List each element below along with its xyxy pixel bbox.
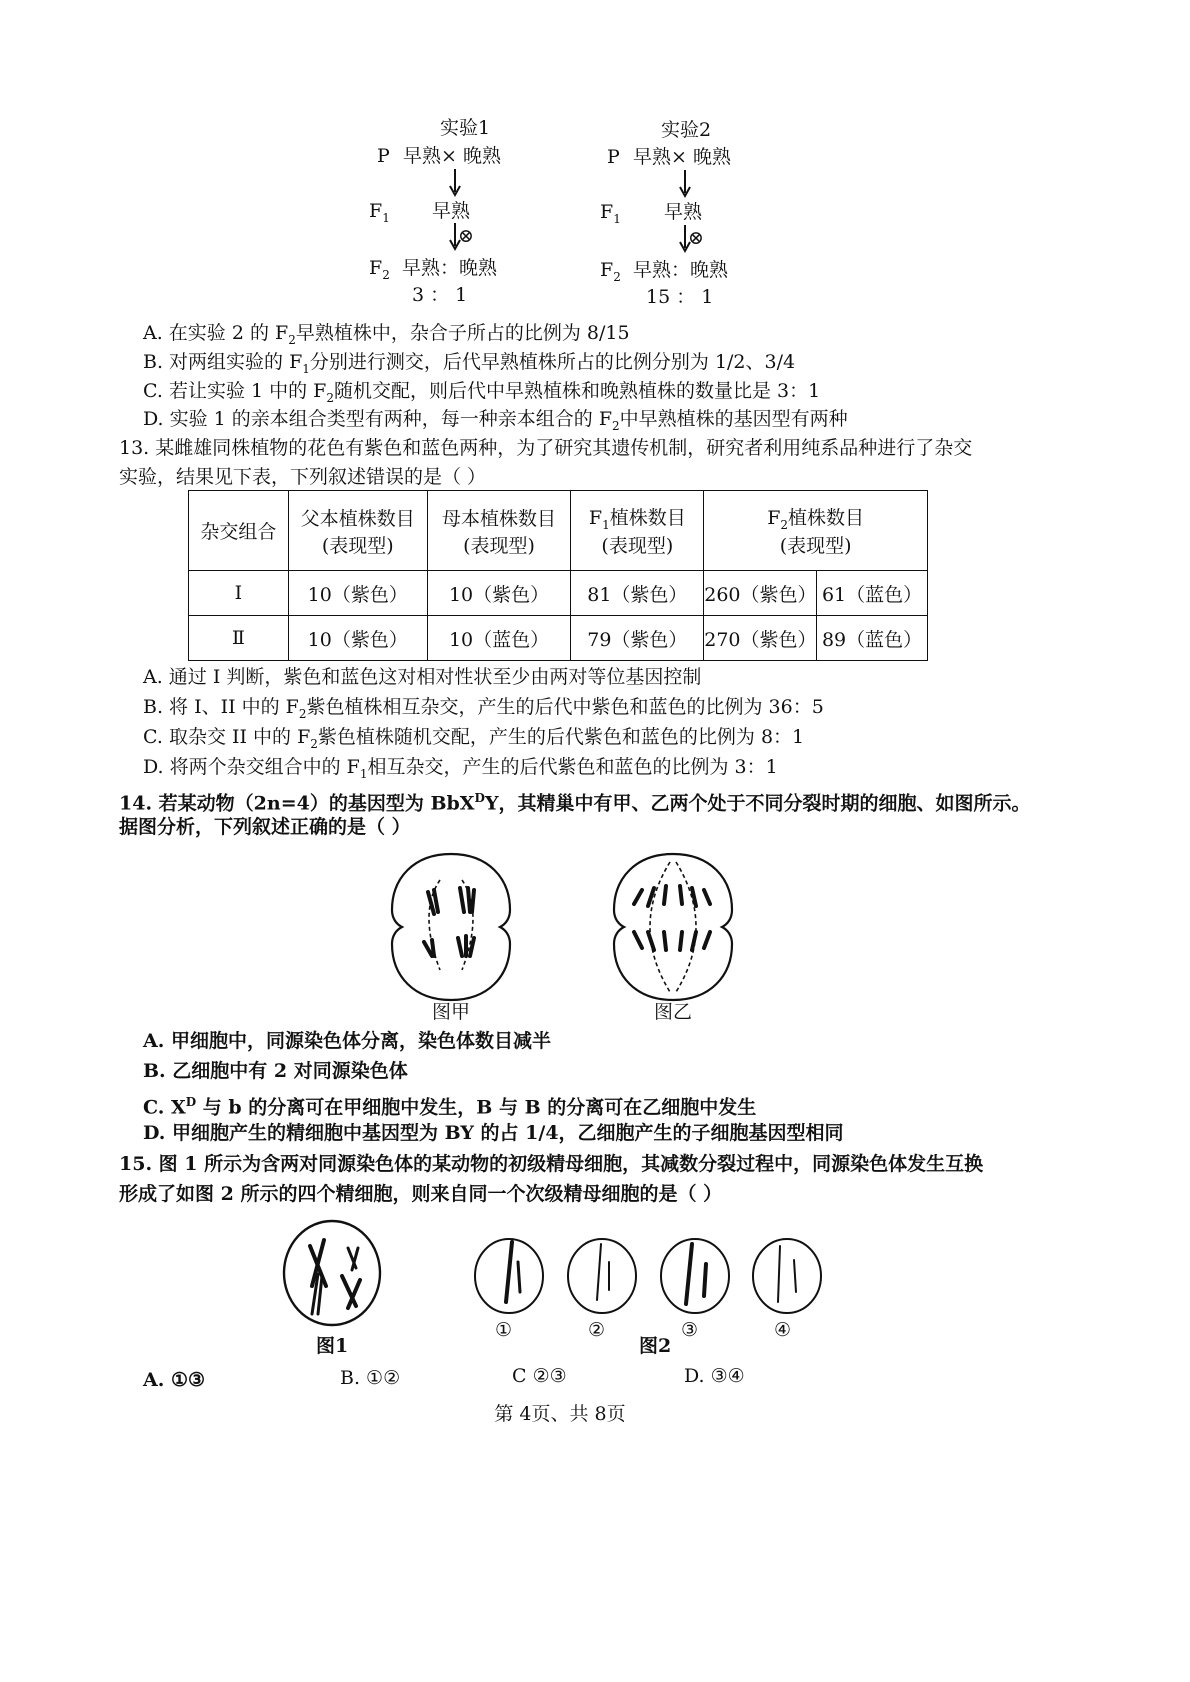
fig2-label: 图2 — [639, 1335, 672, 1357]
q14-option-d: D. 甲细胞产生的精细胞中基因型为 BY 的占 1/4，乙细胞产生的子细胞基因型相同 — [143, 1122, 844, 1144]
q15-option-b: B. ①② — [340, 1367, 401, 1389]
q13-data-table — [188, 490, 928, 661]
q14-option-b: B. 乙细胞中有 2 对同源染色体 — [143, 1060, 408, 1082]
fig-jia-label: 图甲 — [432, 1001, 471, 1023]
q14-stem-line-2: 据图分析，下列叙述正确的是（ ） — [119, 816, 411, 838]
experiment-2-f2-value: 早熟：晚熟 — [633, 259, 729, 281]
header-f1: $F_1$植株数目 (表现型) — [571, 491, 704, 571]
q13-option-b: B. 将 I、II 中的 $F_2$紫色植株相互杂交，产生的后代中紫色和蓝色的比例为 36：5 — [143, 696, 824, 721]
experiment-2-ratio: 15 ： 1 — [646, 286, 714, 308]
fig1-label: 图1 — [316, 1335, 349, 1357]
q12-option-d: D. 实验 1 的亲本组合类型有两种，每一种亲本组合的 $F_2$中早熟植株的基因型有两种 — [143, 408, 848, 433]
cell-yi-figure — [610, 852, 736, 1002]
fig-yi-label: 图乙 — [654, 1001, 693, 1023]
cell-4-label: ④ — [774, 1319, 792, 1341]
experiment-1-f1-value: 早熟 — [432, 200, 471, 222]
row-father: 10（紫色） — [288, 571, 427, 616]
row-f1: 81（紫色） — [571, 571, 704, 616]
q12-option-a: A. 在实验 2 的 $F_2$早熟植株中，杂合子所占的比例为 8/15 — [143, 322, 630, 347]
row-f2-purple: 260（紫色） — [704, 571, 817, 616]
experiment-2-title: 实验2 — [660, 119, 712, 141]
row-combo: Ⅱ — [189, 616, 289, 661]
header-mother: 母本植株数目 (表现型) — [427, 491, 571, 571]
experiment-1-p-cross: 早熟× 晚熟 — [403, 145, 501, 167]
cell-2-label: ② — [588, 1319, 606, 1341]
cell-1-label: ① — [495, 1319, 513, 1341]
q15-stem-line-2: 形成了如图 2 所示的四个精细胞，则来自同一个次级精母细胞的是（ ） — [119, 1183, 723, 1205]
experiment-2-f1-label: $F_1$ — [600, 201, 621, 226]
table-header-row — [189, 491, 928, 571]
row-f2-purple: 270（紫色） — [704, 616, 817, 661]
row-f2-blue: 61（蓝色） — [817, 571, 928, 616]
row-combo: I — [189, 571, 289, 616]
experiment-1-f2-value: 早熟：晚熟 — [402, 257, 498, 279]
header-father: 父本植株数目 (表现型) — [288, 491, 427, 571]
experiment-1-title: 实验1 — [439, 117, 491, 139]
experiment-1-ratio: 3 ： 1 — [412, 284, 468, 306]
header-f2: $F_2$植株数目 (表现型) — [704, 491, 928, 571]
row-mother: 10（紫色） — [427, 571, 571, 616]
q12-option-c: C. 若让实验 1 中的 $F_2$随机交配，则后代中早熟植株和晚熟植株的数量比是 3：1 — [143, 380, 821, 405]
self-cross-icon: ⊗ — [688, 227, 704, 249]
q14-option-a: A. 甲细胞中，同源染色体分离，染色体数目减半 — [143, 1030, 551, 1052]
down-arrow-icon — [676, 169, 696, 199]
q12-option-b: B. 对两组实验的 $F_1$分别进行测交，后代早熟植株所占的比例分别为 1/2、3/4 — [143, 351, 796, 376]
cell-3-label: ③ — [681, 1319, 699, 1341]
header-combo: 杂交组合 — [189, 491, 289, 571]
experiment-2-f1-value: 早熟 — [664, 201, 703, 223]
table-row — [189, 616, 928, 661]
cell-jia-figure — [388, 852, 514, 1002]
spermatid-cell-4 — [750, 1236, 824, 1316]
row-father: 10（紫色） — [288, 616, 427, 661]
q13-option-c: C. 取杂交 II 中的 $F_2$紫色植株随机交配，产生的后代紫色和蓝色的比例为 8：1 — [143, 726, 805, 751]
row-mother: 10（蓝色） — [427, 616, 571, 661]
q13-option-d: D. 将两个杂交组合中的 $F_1$相互杂交，产生的后代紫色和蓝色的比例为 3：1 — [143, 756, 778, 781]
q14-stem-line-1: 14. 若某动物（2n=4）的基因型为 BbX$^D$Y，其精巢中有甲、乙两个处于不同分裂时期的细胞、如图所示。 — [119, 791, 1031, 815]
q15-stem-line-1: 15. 图 1 所示为含两对同源染色体的某动物的初级精母细胞，其减数分裂过程中，同源染色体发生互换 — [119, 1153, 984, 1175]
table-row — [189, 571, 928, 616]
row-f2-blue: 89（蓝色） — [817, 616, 928, 661]
row-f1: 79（紫色） — [571, 616, 704, 661]
spermatid-cell-2 — [565, 1236, 639, 1316]
q13-stem-line-1: 13. 某雌雄同株植物的花色有紫色和蓝色两种，为了研究其遗传机制，研究者利用纯系品种进行了杂交 — [119, 437, 973, 459]
down-arrow-icon — [446, 168, 466, 198]
experiment-2-f2-label: $F_2$ — [600, 259, 621, 284]
experiment-1-f1-label: $F_1$ — [369, 200, 390, 225]
page-number: 第 4页、共 8页 — [494, 1403, 626, 1425]
q15-option-d: D. ③④ — [684, 1365, 745, 1387]
experiment-1-p-label: P — [377, 145, 390, 167]
experiment-2-p-label: P — [607, 146, 620, 168]
q13-option-a: A. 通过 I 判断，紫色和蓝色这对相对性状至少由两对等位基因控制 — [143, 666, 702, 688]
q14-option-c: C. $X^D$ 与 b 的分离可在甲细胞中发生，B 与 B 的分离可在乙细胞中发生 — [143, 1095, 757, 1119]
self-cross-icon: ⊗ — [458, 225, 474, 247]
experiment-2-p-cross: 早熟× 晚熟 — [633, 146, 731, 168]
spermatid-cell-3 — [658, 1236, 732, 1316]
fig1-primary-spermatocyte — [280, 1218, 384, 1328]
q15-option-c: C ②③ — [512, 1365, 567, 1387]
experiment-1-f2-label: $F_2$ — [369, 257, 390, 282]
spermatid-cell-1 — [472, 1236, 546, 1316]
q15-option-a: A. ①③ — [143, 1369, 206, 1391]
q13-stem-line-2: 实验，结果见下表，下列叙述错误的是（ ） — [119, 466, 487, 488]
